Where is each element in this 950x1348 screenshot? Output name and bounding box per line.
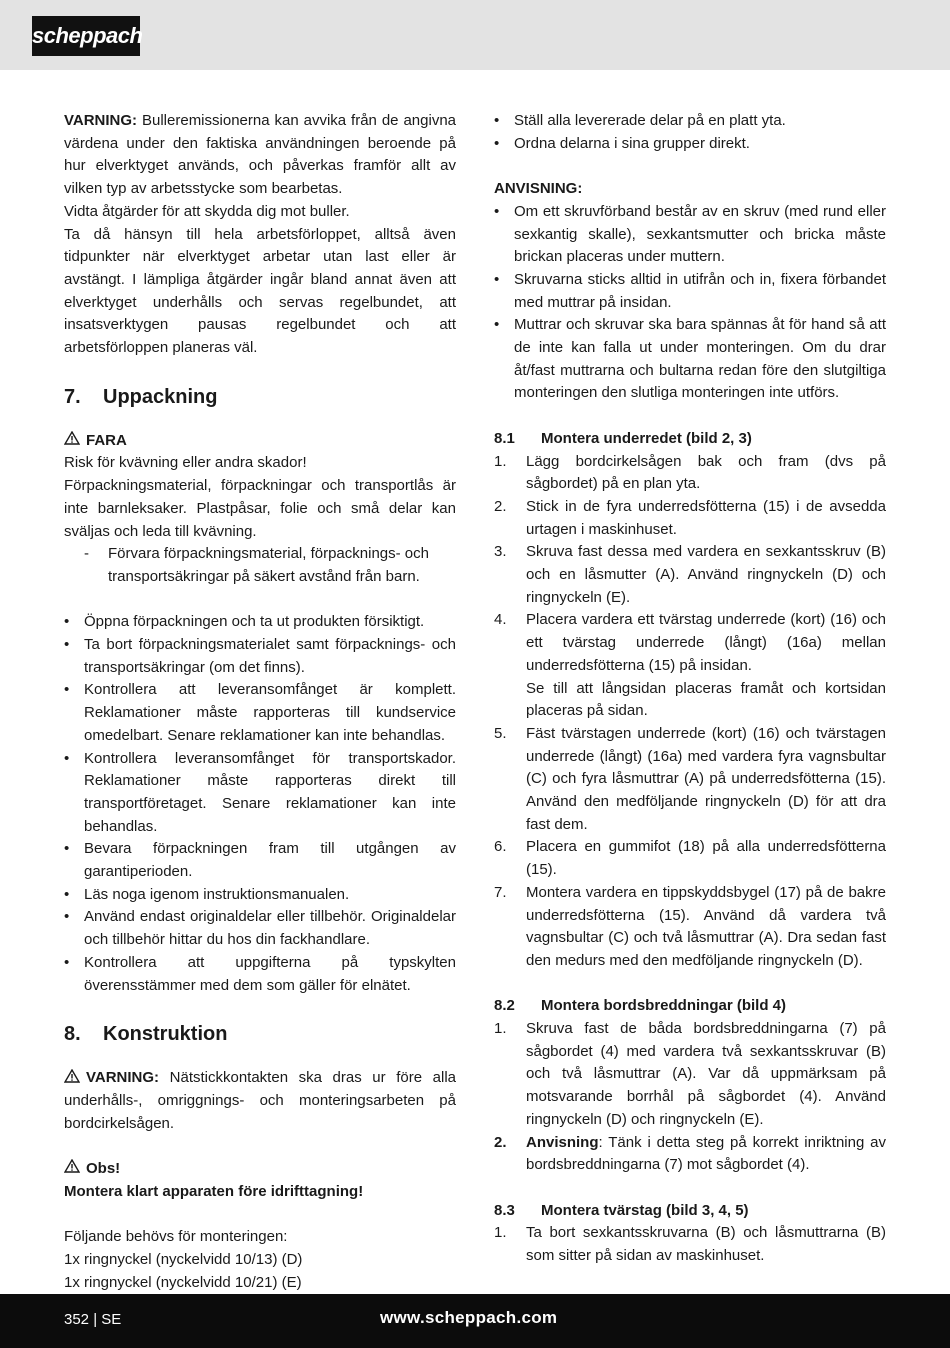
needed-intro: Följande behövs för monteringen: bbox=[64, 1228, 288, 1246]
top-list bbox=[494, 110, 886, 155]
step-number: 5. bbox=[494, 724, 507, 742]
unpacking-list bbox=[64, 611, 456, 997]
list-item: • Kontrollera att uppgifterna på typskylten överensstämmer med dem som gäller för elnätet. bbox=[64, 952, 456, 997]
step-number: 3. bbox=[494, 543, 507, 561]
step-number: 1. bbox=[494, 1224, 507, 1242]
subsection-number: 8.1 bbox=[494, 429, 515, 447]
obs-label: Obs! bbox=[86, 1160, 121, 1178]
fara-line: Risk för kvävning eller andra skador! bbox=[64, 454, 307, 472]
measures-text: Vidta åtgärder för att skydda dig mot buller. bbox=[64, 202, 350, 220]
list-item: • Ställ alla levererade delar på en platt yta. bbox=[494, 110, 886, 133]
step-item bbox=[494, 1132, 886, 1177]
step-number: 1. bbox=[494, 1020, 507, 1038]
section-number: 7. bbox=[64, 385, 81, 408]
section-8-heading bbox=[64, 1021, 456, 1047]
step-text: Ta bort sexkantsskruvarna (B) och låsmuttrarna (B) som sitter på sidan av maskinhuset. bbox=[526, 1224, 886, 1265]
obs-text: Montera klart apparaten före idrifttagning! bbox=[64, 1182, 364, 1200]
noise-warning bbox=[64, 110, 456, 201]
right-column bbox=[494, 110, 886, 1268]
list-item: • Skruvarna sticks alltid in utifrån och in, fixera förbandet med muttrar på insidan. bbox=[494, 269, 886, 314]
step-number: 1. bbox=[494, 452, 507, 470]
step-item bbox=[494, 451, 886, 496]
list-item: • Läs noga igenom instruktionsmanualen. bbox=[64, 884, 456, 907]
list-item: • Muttrar och skruvar ska bara spännas åt för hand så att de inte kan falla ut under monteringen. Om du drar åt/fast muttrarna och bultarna redan före den slutgiltiga monteringen den slutliga monteringen inte utförs. bbox=[494, 314, 886, 405]
subsection-8-2-heading bbox=[494, 995, 886, 1018]
step-text: Montera vardera en tippskyddsbygel (17) på de bakre underredsfötterna (15). Använd då vardera två vagnsbultar (C) och två låsmuttrar (A). Dra sedan fast den medurs med den medföljande ringnyckeln (D). bbox=[526, 883, 886, 969]
steps-8-1 bbox=[494, 451, 886, 973]
obs-heading bbox=[64, 1158, 456, 1181]
step-text: Placera en gummifot (18) på alla underredsfötterna (15). bbox=[526, 838, 886, 879]
step-text: Fäst tvärstagen underrede (kort) (16) och tvärstagen underrede (långt) (16a) med vardera fyra vagnsbultar (C) och fyra låsmuttrar (A) på underredsfötterna (15). Använd den medföljande ringnyckeln (D) för att dra fast dem. bbox=[526, 724, 886, 833]
step-text: Stick in de fyra underredsfötterna (15) i de avsedda urtagen i maskinhuset. bbox=[526, 497, 886, 538]
step-item bbox=[494, 1222, 886, 1267]
step-number: 2. bbox=[494, 1133, 507, 1151]
list-item: • Kontrollera leveransomfånget för transportskador. Reklamationer måste rapporteras direkt till transportföretaget. Senare reklamationer kan inte behandlas. bbox=[64, 748, 456, 839]
subsection-title: Montera underredet (bild 2, 3) bbox=[541, 429, 752, 447]
consider-text: Ta då hänsyn till hela arbetsförloppet, alltså även tidpunkter när elverktyget arbetar utan last eller är avstängt. I lämpliga åtgärder ingår bland annat även att elverktyget underhålls och servas regelbundet, att insatsverktygen pausas regelbundet och att arbetsförloppen planeras väl. bbox=[64, 225, 456, 357]
step-number: 7. bbox=[494, 883, 507, 901]
step-number: 2. bbox=[494, 497, 507, 515]
anvisning-label: ANVISNING: bbox=[494, 180, 583, 198]
warning-triangle-icon bbox=[64, 1069, 80, 1083]
list-item: • Bevara förpackningen fram till utgången av garantiperioden. bbox=[64, 838, 456, 883]
step-text: Skruva fast dessa med vardera en sexkantsskruv (B) och en låsmutter (A). Använd ringnyckeln (D) och ringnyckeln (E). bbox=[526, 543, 886, 606]
step-item bbox=[494, 609, 886, 723]
step-text: : Tänk i detta steg på korrekt inriktning av bordsbreddningarna (7) mot sågbordet (4). bbox=[526, 1133, 886, 1174]
scheppach-logo: scheppach bbox=[32, 16, 140, 56]
page-number: 352 | SE bbox=[64, 1311, 122, 1328]
steps-8-3 bbox=[494, 1222, 886, 1267]
step-text: Lägg bordcirkelsågen bak och fram (dvs på sågbordet) på en plan yta. bbox=[526, 452, 886, 493]
step-item bbox=[494, 1018, 886, 1132]
list-item: - Förvara förpackningsmaterial, förpacknings- och transportsäkringar på säkert avstånd från barn. bbox=[64, 543, 456, 588]
step-label: Anvisning bbox=[526, 1133, 599, 1151]
steps-8-2 bbox=[494, 1018, 886, 1177]
step-item bbox=[494, 723, 886, 837]
step-number: 4. bbox=[494, 611, 507, 629]
subsection-title: Montera bordsbreddningar (bild 4) bbox=[541, 997, 787, 1015]
step-text: Skruva fast de båda bordsbreddningarna (7) på sågbordet (4) med vardera två sexkantsskruvar (B) och två låsmuttrar (A). Var då uppmärksam på motsvarande borrhål på sågbordet (4). Använd ringnyckeln (D) och ringnyckeln (E). bbox=[526, 1020, 886, 1128]
subsection-title: Montera tvärstag (bild 3, 4, 5) bbox=[541, 1201, 749, 1219]
list-item: • Ta bort förpackningsmaterialet samt förpacknings- och transportsäkringar (om det finns). bbox=[64, 634, 456, 679]
step-note: Se till att långsidan placeras framåt och kortsidan placeras på sidan. bbox=[526, 679, 886, 720]
warning-text: Bulleremissionerna kan avvika från de angivna värdena under den faktiska användningen beroende på hur elverktyget används, och påverkas framför allt av vilken typ av arbetsstycke som bearbetas. bbox=[64, 112, 456, 198]
section-title: Uppackning bbox=[103, 385, 218, 408]
fara-line: Förpackningsmaterial, förpackningar och transportlås är inte barnleksaker. Plastpåsar, folie och små delar kan sväljas och leda till kvävning. bbox=[64, 477, 456, 540]
subsection-number: 8.2 bbox=[494, 997, 515, 1015]
header-band bbox=[0, 0, 950, 70]
section-number: 8. bbox=[64, 1023, 81, 1046]
step-text: Placera vardera ett tvärstag underrede (kort) (16) och ett tvärstag underrede (långt) (16a) mellan underredsfötterna (15) på insidan. bbox=[526, 611, 886, 674]
step-item bbox=[494, 541, 886, 609]
left-column bbox=[64, 110, 456, 1317]
dash-list bbox=[64, 543, 456, 588]
subsection-8-1-heading bbox=[494, 428, 886, 451]
website-link[interactable]: www.scheppach.com bbox=[380, 1308, 558, 1327]
list-item: • Använd endast originaldelar eller tillbehör. Originaldelar och tillbehör hittar du hos din fackhandlare. bbox=[64, 906, 456, 951]
fara-label: FARA bbox=[86, 431, 127, 449]
footer-band bbox=[0, 1294, 950, 1348]
section-title: Konstruktion bbox=[103, 1023, 228, 1046]
step-item bbox=[494, 836, 886, 881]
step-item bbox=[494, 882, 886, 973]
construction-warning bbox=[64, 1067, 456, 1135]
list-item: • Kontrollera att leveransomfånget är komplett. Reklamationer måste rapporteras till kundservice omedelbart. Senare reklamationer kan inte behandlas. bbox=[64, 679, 456, 747]
needed-item: 1x ringnyckel (nyckelvidd 10/21) (E) bbox=[64, 1273, 302, 1291]
warning-text: Nätstickkontakten ska dras ur före alla underhålls-, omriggnings- och monteringsarbeten på bordcirkelsågen. bbox=[64, 1069, 456, 1132]
subsection-8-3-heading bbox=[494, 1200, 886, 1223]
warning-label: VARNING: bbox=[64, 112, 138, 129]
warning-triangle-icon bbox=[64, 431, 80, 445]
fara-heading bbox=[64, 430, 456, 453]
list-item: • Ordna delarna i sina grupper direkt. bbox=[494, 133, 886, 156]
warning-triangle-icon bbox=[64, 1159, 80, 1173]
step-item bbox=[494, 496, 886, 541]
step-number: 6. bbox=[494, 838, 507, 856]
anvisning-list bbox=[494, 201, 886, 405]
needed-item: 1x ringnyckel (nyckelvidd 10/13) (D) bbox=[64, 1250, 303, 1268]
list-item: • Öppna förpackningen och ta ut produkten försiktigt. bbox=[64, 611, 456, 634]
section-7-heading bbox=[64, 384, 456, 410]
list-item: • Om ett skruvförband består av en skruv (med rund eller sexkantig skalle), sexkantsmutter och bricka måste brickan placeras under muttern. bbox=[494, 201, 886, 269]
warning-label: VARNING: bbox=[86, 1069, 160, 1087]
subsection-number: 8.3 bbox=[494, 1201, 515, 1219]
